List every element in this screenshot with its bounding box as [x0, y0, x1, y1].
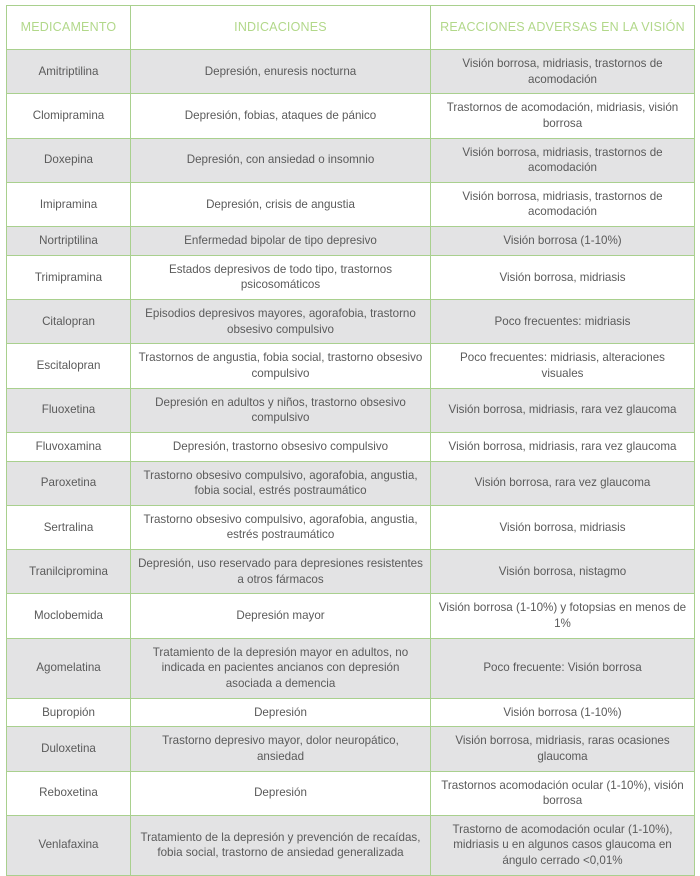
cell-indicaciones: Trastorno depresivo mayor, dolor neuropático, ansiedad [131, 727, 431, 771]
cell-medicamento: Reboxetina [7, 771, 131, 815]
table-row [7, 550, 695, 594]
cell-medicamento: Nortriptilina [7, 227, 131, 256]
cell-medicamento: Moclobemida [7, 594, 131, 638]
table-row [7, 727, 695, 771]
cell-medicamento: Sertralina [7, 505, 131, 549]
table-row [7, 255, 695, 299]
cell-indicaciones: Enfermedad bipolar de tipo depresivo [131, 227, 431, 256]
cell-reacciones-adversas: Visión borrosa, rara vez glaucoma [431, 461, 695, 505]
cell-medicamento: Trimipramina [7, 255, 131, 299]
cell-indicaciones: Depresión [131, 698, 431, 727]
cell-indicaciones: Trastornos de angustia, fobia social, trastorno obsesivo compulsivo [131, 344, 431, 388]
cell-reacciones-adversas: Poco frecuentes: midriasis, alteraciones visuales [431, 344, 695, 388]
cell-medicamento: Duloxetina [7, 727, 131, 771]
table-row [7, 461, 695, 505]
table-row [7, 344, 695, 388]
table-header-row [7, 6, 695, 50]
cell-reacciones-adversas: Visión borrosa, midriasis, raras ocasiones glaucoma [431, 727, 695, 771]
table-row [7, 50, 695, 94]
table-row [7, 182, 695, 226]
cell-indicaciones: Depresión [131, 771, 431, 815]
cell-indicaciones: Depresión, con ansiedad o insomnio [131, 138, 431, 182]
cell-indicaciones: Depresión, trastorno obsesivo compulsivo [131, 432, 431, 461]
cell-reacciones-adversas: Trastornos de acomodación, midriasis, visión borrosa [431, 94, 695, 138]
cell-reacciones-adversas: Visión borrosa, midriasis, trastornos de acomodación [431, 50, 695, 94]
table-row [7, 638, 695, 698]
cell-medicamento: Paroxetina [7, 461, 131, 505]
cell-medicamento: Doxepina [7, 138, 131, 182]
cell-reacciones-adversas: Visión borrosa, nistagmo [431, 550, 695, 594]
cell-medicamento: Imipramina [7, 182, 131, 226]
cell-medicamento: Tranilcipromina [7, 550, 131, 594]
column-header-medicamento: MEDICAMENTO [7, 6, 131, 50]
cell-indicaciones: Depresión, crisis de angustia [131, 182, 431, 226]
column-header-reacciones-adversas: REACCIONES ADVERSAS EN LA VISIÓN [431, 6, 695, 50]
cell-indicaciones: Trastorno obsesivo compulsivo, agorafobia, angustia, fobia social, estrés postraumático [131, 461, 431, 505]
table-row [7, 94, 695, 138]
cell-reacciones-adversas: Visión borrosa, midriasis, trastornos de acomodación [431, 138, 695, 182]
cell-medicamento: Fluvoxamina [7, 432, 131, 461]
drug-table-container [6, 5, 694, 876]
cell-indicaciones: Depresión, uso reservado para depresiones resistentes a otros fármacos [131, 550, 431, 594]
cell-medicamento: Fluoxetina [7, 388, 131, 432]
table-row [7, 771, 695, 815]
cell-reacciones-adversas: Poco frecuentes: midriasis [431, 300, 695, 344]
cell-reacciones-adversas: Poco frecuente: Visión borrosa [431, 638, 695, 698]
table-row [7, 815, 695, 875]
cell-reacciones-adversas: Visión borrosa (1-10%) [431, 227, 695, 256]
cell-medicamento: Clomipramina [7, 94, 131, 138]
cell-indicaciones: Depresión mayor [131, 594, 431, 638]
cell-indicaciones: Depresión, enuresis nocturna [131, 50, 431, 94]
cell-indicaciones: Tratamiento de la depresión mayor en adultos, no indicada en pacientes ancianos con depresión asociada a demencia [131, 638, 431, 698]
cell-medicamento: Escitalopran [7, 344, 131, 388]
cell-medicamento: Amitriptilina [7, 50, 131, 94]
table-row [7, 138, 695, 182]
cell-indicaciones: Depresión en adultos y niños, trastorno obsesivo compulsivo [131, 388, 431, 432]
table-row [7, 505, 695, 549]
table-row [7, 698, 695, 727]
cell-medicamento: Bupropión [7, 698, 131, 727]
column-header-indicaciones: INDICACIONES [131, 6, 431, 50]
cell-indicaciones: Trastorno obsesivo compulsivo, agorafobia, angustia, estrés postraumático [131, 505, 431, 549]
cell-indicaciones: Episodios depresivos mayores, agorafobia, trastorno obsesivo compulsivo [131, 300, 431, 344]
cell-reacciones-adversas: Visión borrosa, midriasis [431, 505, 695, 549]
antidepressants-ocular-effects-table [6, 5, 695, 876]
cell-reacciones-adversas: Visión borrosa, midriasis, trastornos de acomodación [431, 182, 695, 226]
table-row [7, 300, 695, 344]
cell-indicaciones: Tratamiento de la depresión y prevención de recaídas, fobia social, trastorno de ansiedad generalizada [131, 815, 431, 875]
cell-medicamento: Venlafaxina [7, 815, 131, 875]
cell-reacciones-adversas: Trastornos acomodación ocular (1-10%), visión borrosa [431, 771, 695, 815]
cell-reacciones-adversas: Visión borrosa (1-10%) [431, 698, 695, 727]
cell-reacciones-adversas: Visión borrosa (1-10%) y fotopsias en menos de 1% [431, 594, 695, 638]
cell-indicaciones: Estados depresivos de todo tipo, trastornos psicosomáticos [131, 255, 431, 299]
table-row [7, 227, 695, 256]
table-row [7, 388, 695, 432]
table-row [7, 594, 695, 638]
cell-reacciones-adversas: Visión borrosa, midriasis, rara vez glaucoma [431, 432, 695, 461]
cell-medicamento: Agomelatina [7, 638, 131, 698]
cell-reacciones-adversas: Visión borrosa, midriasis [431, 255, 695, 299]
cell-indicaciones: Depresión, fobias, ataques de pánico [131, 94, 431, 138]
cell-reacciones-adversas: Visión borrosa, midriasis, rara vez glaucoma [431, 388, 695, 432]
cell-medicamento: Citalopran [7, 300, 131, 344]
table-header [7, 6, 695, 50]
table-body [7, 50, 695, 876]
table-row [7, 432, 695, 461]
cell-reacciones-adversas: Trastorno de acomodación ocular (1-10%), midriasis u en algunos casos glaucoma en ángulo cerrado <0,01% [431, 815, 695, 875]
